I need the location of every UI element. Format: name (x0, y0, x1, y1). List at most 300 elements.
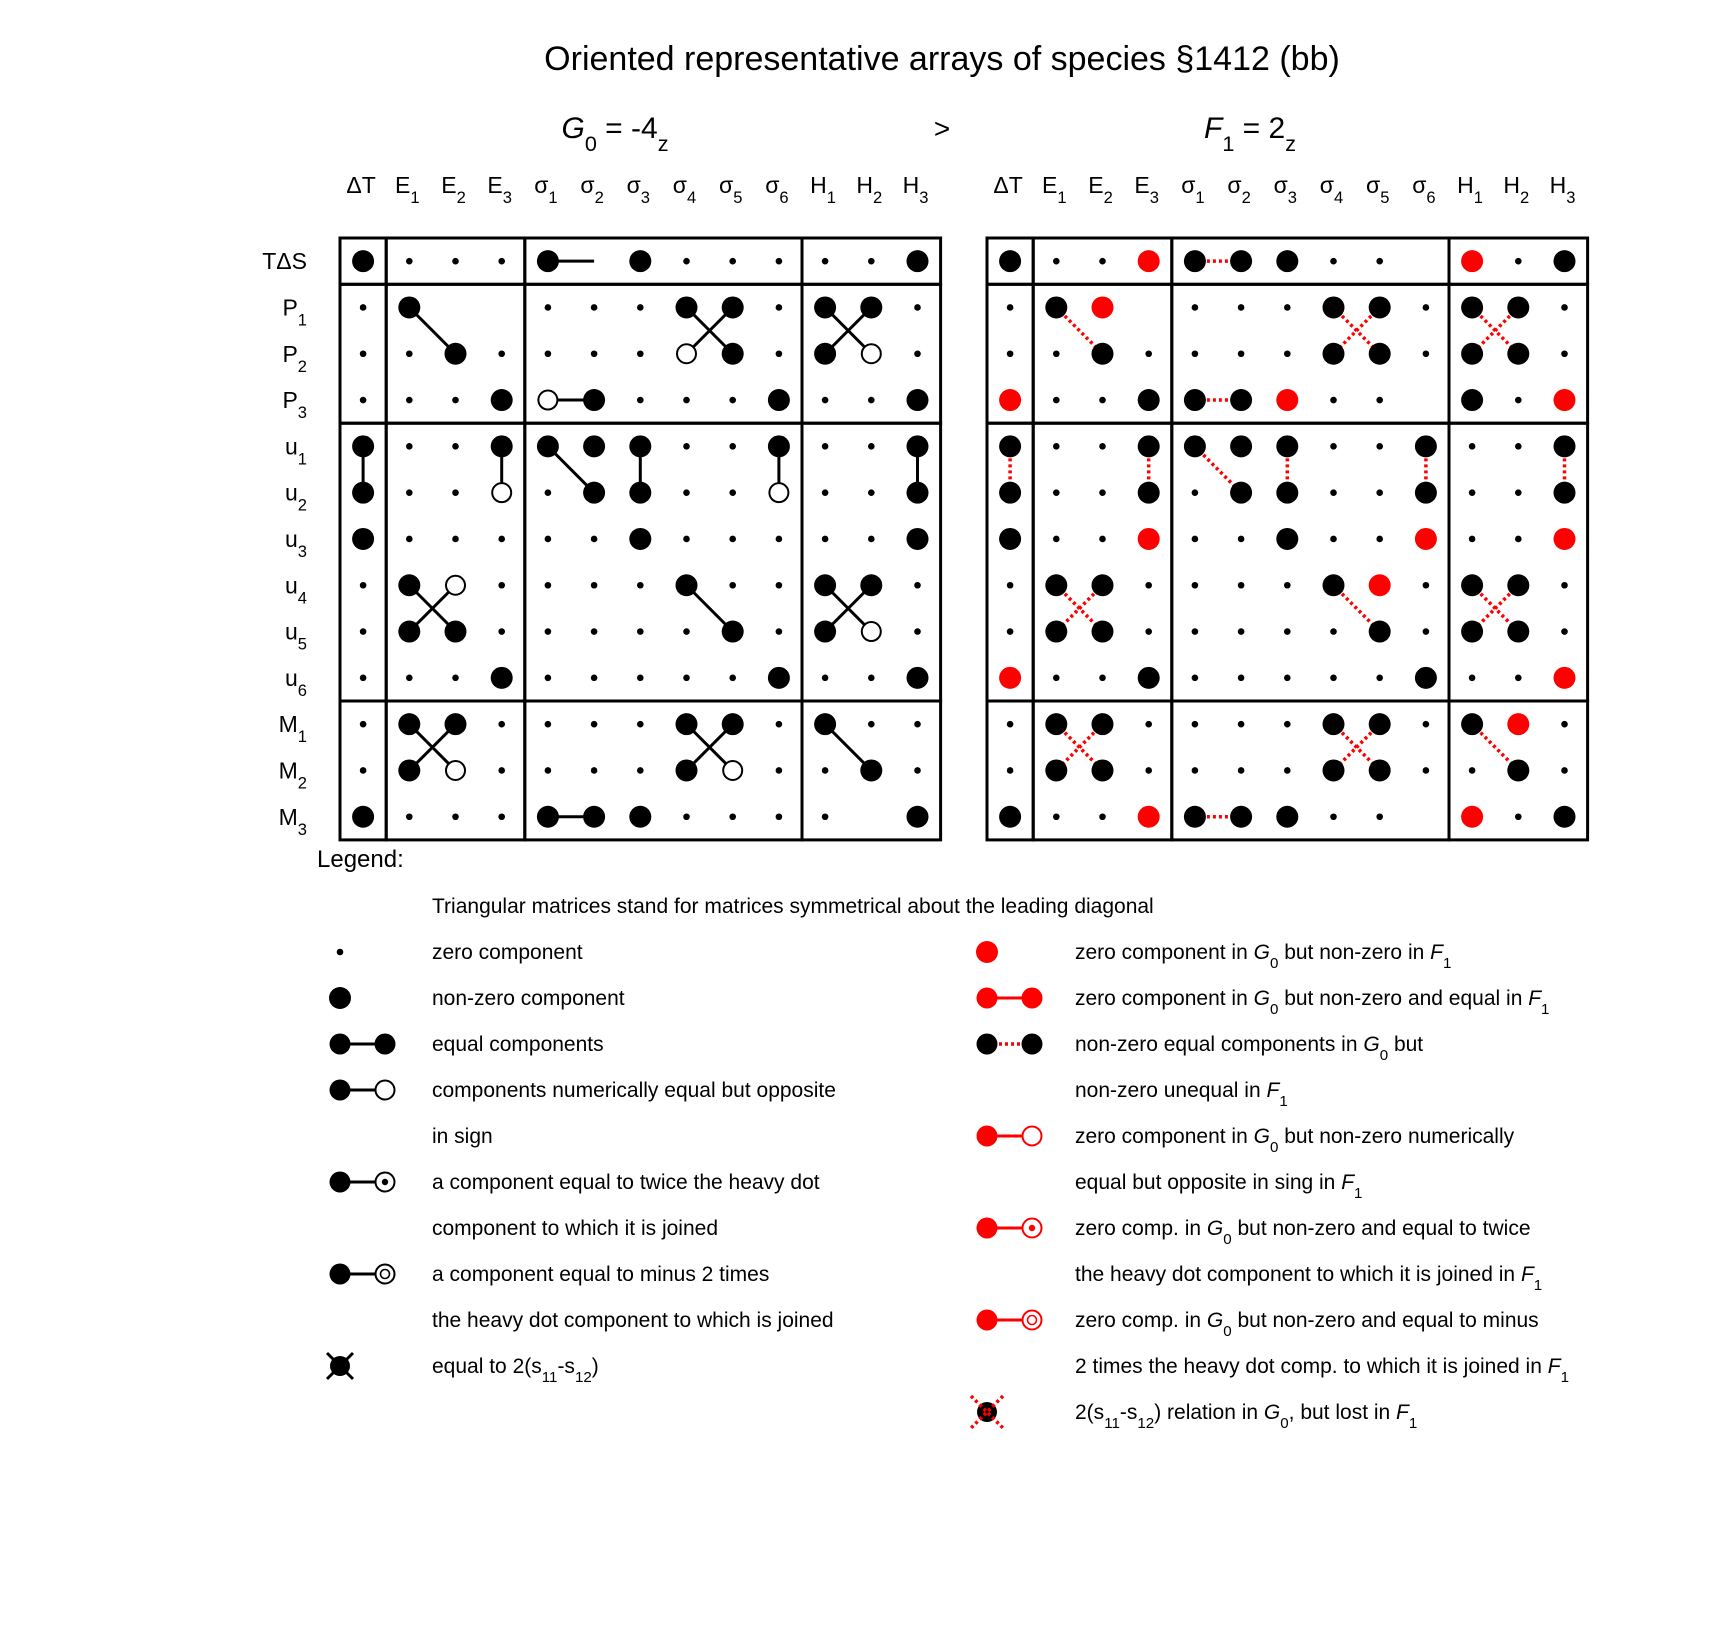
col-header: $\sigma_3$ (1273, 172, 1298, 207)
nonzero-dot (352, 250, 374, 272)
zero-dot (406, 675, 413, 682)
row-header: $M_3$ (278, 803, 307, 839)
zero-dot (360, 675, 367, 682)
zero-dot (1238, 675, 1245, 682)
nonzero-dot (1323, 343, 1345, 365)
nonzero-dot (398, 759, 420, 781)
nonzero-dot (1369, 296, 1391, 318)
zero-dot (1423, 767, 1430, 774)
zero-dot (1469, 489, 1476, 496)
zero-dot (1561, 304, 1568, 311)
legend-symbol-dot (977, 988, 998, 1009)
red-dot (1092, 296, 1114, 318)
zero-dot (1145, 582, 1152, 589)
red-dot (999, 389, 1021, 411)
zero-dot (1145, 628, 1152, 635)
legend-symbol-dot (375, 1034, 396, 1055)
legend-symbol-dot (977, 1218, 998, 1239)
right-array-cells (999, 250, 1575, 828)
col-header: $\sigma_5$ (1365, 172, 1390, 207)
nonzero-dot (768, 389, 790, 411)
col-header: $\sigma_6$ (765, 172, 789, 207)
legend-symbol-dot (337, 949, 344, 956)
nonzero-dot (999, 435, 1021, 457)
zero-dot (1469, 443, 1476, 450)
legend-text: zero comp. in $G_0$ but non-zero and equal to twice (1075, 1217, 1531, 1248)
nonzero-dot (352, 806, 374, 828)
zero-dot (776, 350, 783, 357)
zero-dot (683, 675, 690, 682)
zero-dot (1053, 675, 1060, 682)
zero-dot (637, 582, 644, 589)
nonzero-dot (907, 528, 929, 550)
legend-item (977, 1217, 1543, 1294)
col-header: $E_3$ (1134, 172, 1159, 207)
row-header: $u_6$ (285, 664, 307, 700)
open-dot (446, 576, 465, 595)
zero-dot (1376, 397, 1383, 404)
zero-dot (1099, 397, 1106, 404)
nonzero-dot (814, 343, 836, 365)
nonzero-dot (768, 435, 790, 457)
legend-text: equal but opposite in sing in $F_1$ (1075, 1171, 1363, 1202)
zero-dot (1099, 443, 1106, 450)
nonzero-dot (722, 621, 744, 643)
col-header: ΔT (993, 172, 1023, 198)
zero-dot (637, 397, 644, 404)
zero-dot (1423, 304, 1430, 311)
nonzero-dot (814, 713, 836, 735)
col-header: $E_2$ (1088, 172, 1113, 207)
nonzero-dot (1045, 759, 1067, 781)
block-frame (802, 423, 941, 701)
nonzero-dot (1230, 482, 1252, 504)
zero-dot (545, 582, 552, 589)
legend-symbol-open (376, 1081, 395, 1100)
zero-dot (1099, 813, 1106, 820)
zero-dot (822, 536, 829, 543)
right-array (987, 112, 1588, 840)
zero-dot (637, 767, 644, 774)
zero-dot (914, 304, 921, 311)
nonzero-dot (1461, 713, 1483, 735)
legend-item (330, 1171, 820, 1240)
zero-dot (406, 443, 413, 450)
legend-item (330, 1079, 836, 1148)
zero-dot (1515, 813, 1522, 820)
legend-text: equal components (432, 1033, 604, 1056)
zero-dot (545, 628, 552, 635)
zero-dot (776, 536, 783, 543)
legend-item (977, 1033, 1424, 1110)
nonzero-dot (537, 250, 559, 272)
nonzero-dot (1415, 667, 1437, 689)
nonzero-dot (814, 296, 836, 318)
zero-dot (776, 304, 783, 311)
zero-dot (776, 813, 783, 820)
red-dot (1415, 528, 1437, 550)
zero-dot (776, 628, 783, 635)
open-dot (677, 344, 696, 363)
zero-dot (822, 767, 829, 774)
zero-dot (498, 536, 505, 543)
nonzero-dot (722, 713, 744, 735)
legend-symbol-dot (330, 1172, 351, 1193)
zero-dot (360, 721, 367, 728)
col-header: $E_1$ (395, 172, 420, 207)
nonzero-dot (1323, 296, 1345, 318)
nonzero-dot (860, 296, 882, 318)
open-dot (492, 483, 511, 502)
nonzero-dot (1230, 806, 1252, 828)
legend-item (977, 987, 1550, 1018)
zero-dot (1561, 767, 1568, 774)
zero-dot (1515, 443, 1522, 450)
nonzero-dot (676, 759, 698, 781)
zero-dot (498, 258, 505, 265)
legend-title: Legend: (317, 846, 404, 873)
nonzero-dot (1184, 806, 1206, 828)
nonzero-dot (1554, 482, 1576, 504)
nonzero-dot (722, 296, 744, 318)
zero-dot (822, 397, 829, 404)
legend-text: 2 times the heavy dot comp. to which it is joined in $F_1$ (1075, 1355, 1569, 1386)
nonzero-dot (1415, 435, 1437, 457)
zero-dot (591, 350, 598, 357)
legend-text: zero comp. in $G_0$ but non-zero and equal to minus (1075, 1309, 1539, 1340)
col-header: $E_1$ (1042, 172, 1067, 207)
nonzero-dot (629, 482, 651, 504)
zero-dot (1330, 443, 1337, 450)
zero-dot (683, 258, 690, 265)
zero-dot (545, 767, 552, 774)
col-header: $H_1$ (1457, 172, 1484, 207)
zero-dot (1238, 304, 1245, 311)
red-dot (1138, 250, 1160, 272)
nonzero-dot (1461, 389, 1483, 411)
nonzero-dot (1092, 621, 1114, 643)
zero-dot (1238, 721, 1245, 728)
open-dot (862, 344, 881, 363)
legend-symbol-open (376, 1265, 395, 1284)
legend-symbol-dot (330, 1080, 351, 1101)
zero-dot (822, 258, 829, 265)
nonzero-dot (1369, 759, 1391, 781)
zero-dot (1376, 536, 1383, 543)
red-dot (1369, 574, 1391, 596)
zero-dot (1192, 767, 1199, 774)
nonzero-dot (1554, 806, 1576, 828)
nonzero-dot (676, 574, 698, 596)
row-header: $M_1$ (278, 711, 307, 746)
legend-symbol-dot (330, 1034, 351, 1055)
col-header: $\sigma_2$ (580, 172, 604, 207)
nonzero-dot (1415, 482, 1437, 504)
nonzero-dot (1138, 435, 1160, 457)
red-dot (1554, 667, 1576, 689)
row-header: $u_2$ (285, 479, 307, 515)
zero-dot (452, 258, 459, 265)
red-dot (1507, 713, 1529, 735)
zero-dot (729, 443, 736, 450)
zero-dot (1330, 813, 1337, 820)
zero-dot (1053, 443, 1060, 450)
zero-dot (406, 350, 413, 357)
zero-dot (1284, 582, 1291, 589)
zero-dot (545, 304, 552, 311)
col-header: $H_2$ (1503, 172, 1530, 207)
zero-dot (776, 582, 783, 589)
red-dot (1554, 528, 1576, 550)
zero-dot (1099, 675, 1106, 682)
zero-dot (1330, 397, 1337, 404)
zero-dot (1099, 536, 1106, 543)
zero-dot (1561, 721, 1568, 728)
nonzero-dot (1138, 667, 1160, 689)
nonzero-dot (1092, 574, 1114, 596)
nonzero-dot (445, 713, 467, 735)
legend-text: a component equal to twice the heavy dot (432, 1171, 820, 1194)
zero-dot (1423, 628, 1430, 635)
col-header: $\sigma_2$ (1227, 172, 1251, 207)
comparison-sign: > (933, 113, 951, 144)
nonzero-dot (1045, 296, 1067, 318)
col-header: $\sigma_1$ (534, 172, 558, 207)
legend-symbol-center (1029, 1225, 1035, 1231)
zero-dot (591, 304, 598, 311)
zero-dot (498, 628, 505, 635)
nonzero-dot (1045, 713, 1067, 735)
zero-dot (591, 628, 598, 635)
nonzero-dot (1276, 435, 1298, 457)
col-header: $H_1$ (810, 172, 837, 207)
zero-dot (1515, 397, 1522, 404)
zero-dot (914, 582, 921, 589)
legend-symbol-dot (977, 1310, 998, 1331)
zero-dot (683, 813, 690, 820)
zero-dot (776, 721, 783, 728)
nonzero-dot (999, 528, 1021, 550)
nonzero-dot (491, 435, 513, 457)
nonzero-dot (1230, 435, 1252, 457)
red-dot (1138, 528, 1160, 550)
legend-item (337, 941, 583, 964)
block-frame (1172, 701, 1449, 840)
zero-dot (1376, 489, 1383, 496)
nonzero-dot (676, 296, 698, 318)
nonzero-dot (583, 389, 605, 411)
zero-dot (498, 582, 505, 589)
nonzero-dot (1554, 435, 1576, 457)
legend-text: non-zero equal components in $G_0$ but (1075, 1033, 1424, 1064)
zero-dot (1192, 350, 1199, 357)
zero-dot (1145, 767, 1152, 774)
legend-text: $2(s_{11}-s_{12})$ relation in $G_0$, but lost in $F_1$ (1075, 1401, 1418, 1432)
nonzero-dot (398, 574, 420, 596)
zero-dot (1423, 582, 1430, 589)
nonzero-dot (907, 435, 929, 457)
zero-dot (545, 675, 552, 682)
zero-dot (1238, 582, 1245, 589)
open-dot (538, 391, 557, 410)
legend-item (971, 1396, 1417, 1432)
col-header: $\sigma_4$ (672, 172, 697, 207)
nonzero-dot (1092, 343, 1114, 365)
zero-dot (360, 767, 367, 774)
block-frame (1172, 284, 1449, 423)
zero-dot (1053, 489, 1060, 496)
zero-dot (822, 443, 829, 450)
zero-dot (1376, 258, 1383, 265)
legend-text: component to which it is joined (432, 1217, 718, 1240)
zero-dot (1007, 582, 1014, 589)
zero-dot (1284, 721, 1291, 728)
legend-symbol-dot (977, 1126, 998, 1147)
zero-dot (1423, 721, 1430, 728)
zero-dot (360, 397, 367, 404)
legend-layer (317, 846, 1569, 1432)
zero-dot (452, 675, 459, 682)
legend-symbol-open (1023, 1311, 1042, 1330)
zero-dot (591, 767, 598, 774)
zero-dot (683, 536, 690, 543)
legend-item (976, 941, 1451, 972)
zero-dot (545, 536, 552, 543)
col-header: $H_2$ (856, 172, 883, 207)
col-header: $H_3$ (902, 172, 929, 207)
zero-dot (1007, 628, 1014, 635)
zero-dot (729, 675, 736, 682)
nonzero-dot (398, 713, 420, 735)
nonzero-dot (352, 482, 374, 504)
nonzero-dot (1461, 343, 1483, 365)
zero-dot (1007, 767, 1014, 774)
nonzero-dot (814, 574, 836, 596)
nonzero-dot (1276, 528, 1298, 550)
zero-dot (1007, 721, 1014, 728)
zero-dot (1376, 443, 1383, 450)
zero-dot (822, 675, 829, 682)
nonzero-dot (583, 806, 605, 828)
zero-dot (683, 489, 690, 496)
legend-text: the heavy dot component to which is joined (432, 1309, 834, 1332)
open-dot (723, 761, 742, 780)
legend-note: Triangular matrices stand for matrices symmetrical about the leading diagonal (432, 895, 1154, 918)
red-dot (1138, 806, 1160, 828)
diagram-title: Oriented representative arrays of species §1412 (bb) (544, 40, 1340, 78)
zero-dot (360, 582, 367, 589)
zero-dot (1376, 675, 1383, 682)
zero-dot (1145, 721, 1152, 728)
open-dot (446, 761, 465, 780)
nonzero-dot (445, 621, 467, 643)
col-header: $\sigma_5$ (718, 172, 743, 207)
zero-dot (1238, 628, 1245, 635)
red-dot (1461, 250, 1483, 272)
nonzero-dot (907, 250, 929, 272)
zero-dot (591, 582, 598, 589)
zero-dot (1515, 489, 1522, 496)
zero-dot (1469, 675, 1476, 682)
zero-dot (406, 536, 413, 543)
zero-dot (1561, 628, 1568, 635)
legend-item (330, 1263, 834, 1332)
zero-dot (1192, 582, 1199, 589)
legend-text: components numerically equal but opposite (432, 1079, 836, 1102)
legend-text: in sign (432, 1125, 493, 1148)
zero-dot (591, 675, 598, 682)
nonzero-dot (398, 296, 420, 318)
zero-dot (776, 767, 783, 774)
zero-dot (1238, 536, 1245, 543)
nonzero-dot (537, 435, 559, 457)
zero-dot (1145, 350, 1152, 357)
nonzero-dot (1461, 296, 1483, 318)
zero-dot (868, 721, 875, 728)
zero-dot (406, 489, 413, 496)
zero-dot (1330, 258, 1337, 265)
nonzero-dot (1230, 250, 1252, 272)
col-header: $\sigma_4$ (1319, 172, 1344, 207)
col-header: $\sigma_6$ (1412, 172, 1436, 207)
nonzero-dot (907, 389, 929, 411)
zero-dot (1053, 397, 1060, 404)
arrays-layer (262, 112, 1587, 840)
zero-dot (1192, 304, 1199, 311)
zero-dot (868, 397, 875, 404)
nonzero-dot (860, 574, 882, 596)
zero-dot (1469, 536, 1476, 543)
nonzero-dot (629, 528, 651, 550)
nonzero-dot (1323, 713, 1345, 735)
nonzero-dot (1554, 250, 1576, 272)
block-frame (525, 701, 802, 840)
nonzero-dot (1092, 759, 1114, 781)
zero-dot (637, 628, 644, 635)
col-header: $E_3$ (487, 172, 512, 207)
zero-dot (1330, 628, 1337, 635)
zero-dot (1561, 350, 1568, 357)
legend-item (977, 1309, 1569, 1386)
zero-dot (914, 628, 921, 635)
nonzero-dot (583, 482, 605, 504)
row-header: $P_3$ (282, 387, 307, 422)
row-header: $u_4$ (285, 572, 307, 607)
zero-dot (1192, 489, 1199, 496)
legend-item (330, 1033, 604, 1056)
legend-symbol-dot (1022, 1034, 1043, 1055)
legend-text: zero component in $G_0$ but non-zero and equal in $F_1$ (1075, 987, 1550, 1018)
zero-dot (1515, 258, 1522, 265)
zero-dot (1053, 813, 1060, 820)
zero-dot (914, 721, 921, 728)
zero-dot (591, 536, 598, 543)
zero-dot (776, 258, 783, 265)
zero-dot (498, 813, 505, 820)
left-array (262, 112, 940, 840)
zero-dot (498, 767, 505, 774)
zero-dot (914, 350, 921, 357)
block-frame (525, 284, 802, 423)
legend-text: non-zero unequal in $F_1$ (1075, 1079, 1288, 1110)
legend-symbol-dot (1022, 988, 1043, 1009)
nonzero-dot (491, 389, 513, 411)
zero-dot (498, 350, 505, 357)
zero-dot (729, 582, 736, 589)
nonzero-dot (1230, 389, 1252, 411)
zero-dot (729, 397, 736, 404)
col-header: $\sigma_3$ (626, 172, 651, 207)
